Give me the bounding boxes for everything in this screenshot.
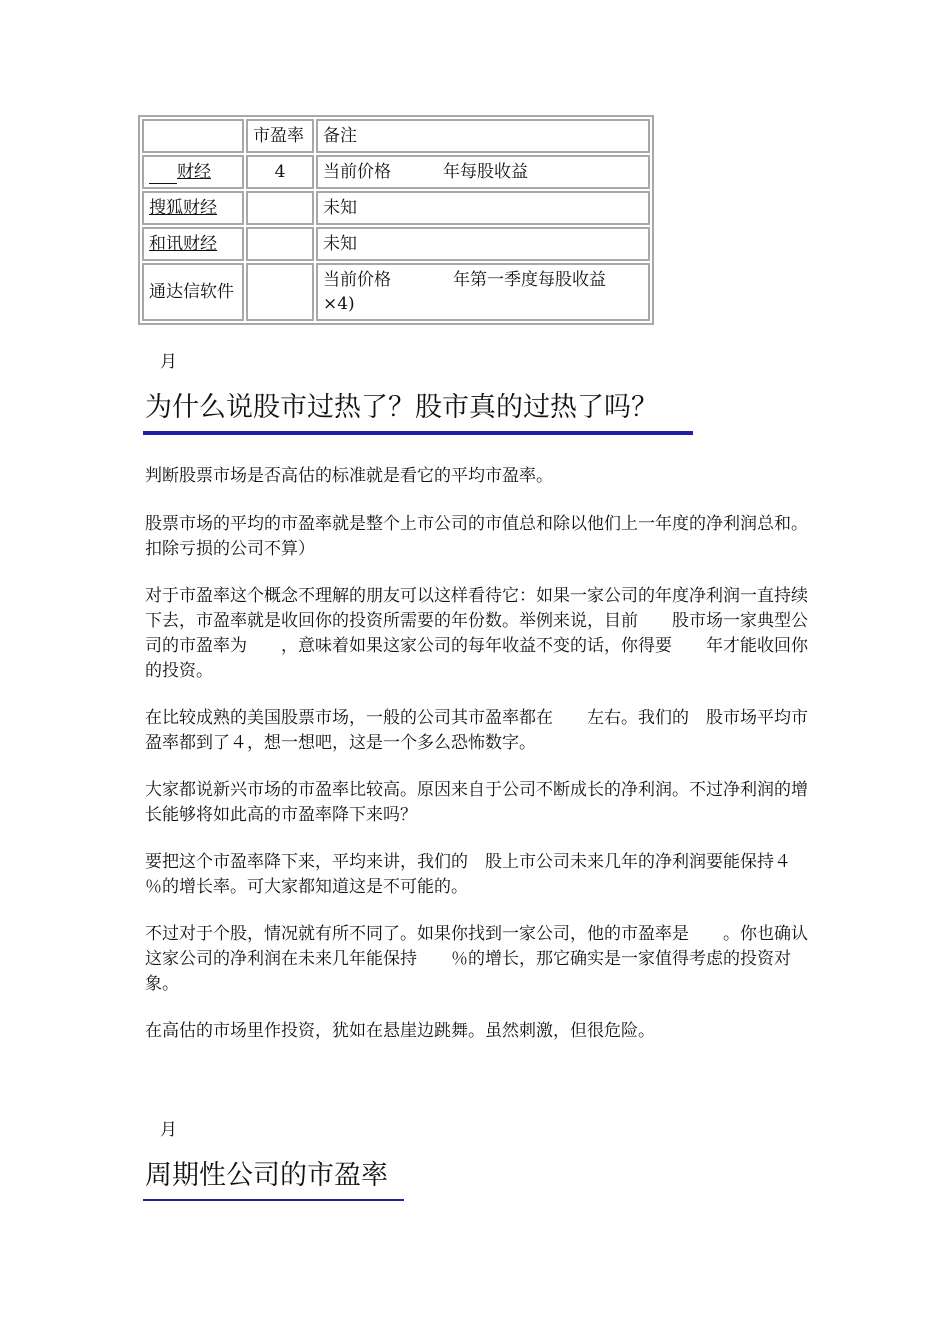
pe-cell — [246, 263, 314, 321]
note-cell — [316, 263, 650, 321]
note-text: 年第一季度每股收益 — [453, 270, 606, 290]
note-cell: 未知 — [316, 191, 650, 225]
title-underline — [143, 431, 693, 435]
header-cell-pe: 市盈率 — [246, 119, 314, 153]
source-cell: 通达信软件 — [142, 263, 244, 321]
note-cell: 未知 — [316, 227, 650, 261]
header-cell-note: 备注 — [316, 119, 650, 153]
note-cell — [316, 155, 650, 189]
title-underline — [143, 1199, 404, 1201]
month-label: 月 — [160, 1120, 177, 1140]
link-underline[interactable] — [149, 183, 177, 184]
source-link[interactable]: 财经 — [177, 162, 211, 182]
table-header-row — [142, 119, 650, 153]
table-row — [142, 263, 650, 321]
source-link[interactable]: 和讯财经 — [149, 234, 217, 254]
section-title: 周期性公司的市盈率 — [145, 1160, 388, 1191]
pe-cell — [246, 227, 314, 261]
header-cell-blank — [142, 119, 244, 153]
source-link[interactable]: 搜狐财经 — [149, 198, 217, 218]
paragraph: 大家都说新兴市场的市盈率比较高。原因来自于公司不断成长的净利润。不过净利润的增长能够将如此高的市盈率降下来吗？ — [145, 780, 808, 825]
note-text: 当前价格 — [323, 270, 391, 290]
paragraph: 判断股票市场是否高估的标准就是看它的平均市盈率。 — [145, 466, 553, 486]
note-text: ×4) — [323, 294, 355, 314]
paragraph: 在高估的市场里作投资，犹如在悬崖边跳舞。虽然刺激，但很危险。 — [145, 1021, 655, 1041]
paragraph: 要把这个市盈率降下来，平均来讲，我们的 股上市公司未来几年的净利润要能保持４ ％的增长率。可大家都知道这是不可能的。 — [145, 852, 808, 897]
table-row — [142, 155, 650, 189]
source-cell — [142, 227, 244, 261]
month-label: 月 — [160, 352, 177, 372]
pe-cell — [246, 191, 314, 225]
paragraph: 不过对于个股，情况就有所不同了。如果你找到一家公司，他的市盈率是 。你也确认这家公司的净利润在未来几年能保持 ％的增长，那它确实是一家值得考虑的投资对象。 — [145, 924, 808, 994]
table-row — [142, 191, 650, 225]
pe-cell: 4 — [246, 155, 314, 189]
source-cell — [142, 155, 244, 189]
paragraph: 对于市盈率这个概念不理解的朋友可以这样看待它：如果一家公司的年度净利润一直持续下去，市盈率就是收回你的投资所需要的年份数。举例来说，目前 股市场一家典型公司的市盈率为 ，意味着如果这家公司的每年收益不变的话，你得要 年才能收回你的投资。 — [145, 586, 808, 681]
note-text: 年每股收益 — [443, 162, 528, 182]
source-cell — [142, 191, 244, 225]
paragraph: 股票市场的平均的市盈率就是整个上市公司的市值总和除以他们上一年度的净利润总和。 扣除亏损的公司不算） — [145, 514, 817, 559]
table-row — [142, 227, 650, 261]
pe-comparison-table — [138, 115, 654, 325]
section-title: 为什么说股市过热了？股市真的过热了吗？ — [145, 392, 658, 423]
paragraph: 在比较成熟的美国股票市场，一般的公司其市盈率都在 左右。我们的 股市场平均市盈率都到了４，想一想吧，这是一个多么恐怖数字。 — [145, 708, 808, 753]
note-text: 当前价格 — [323, 162, 391, 182]
